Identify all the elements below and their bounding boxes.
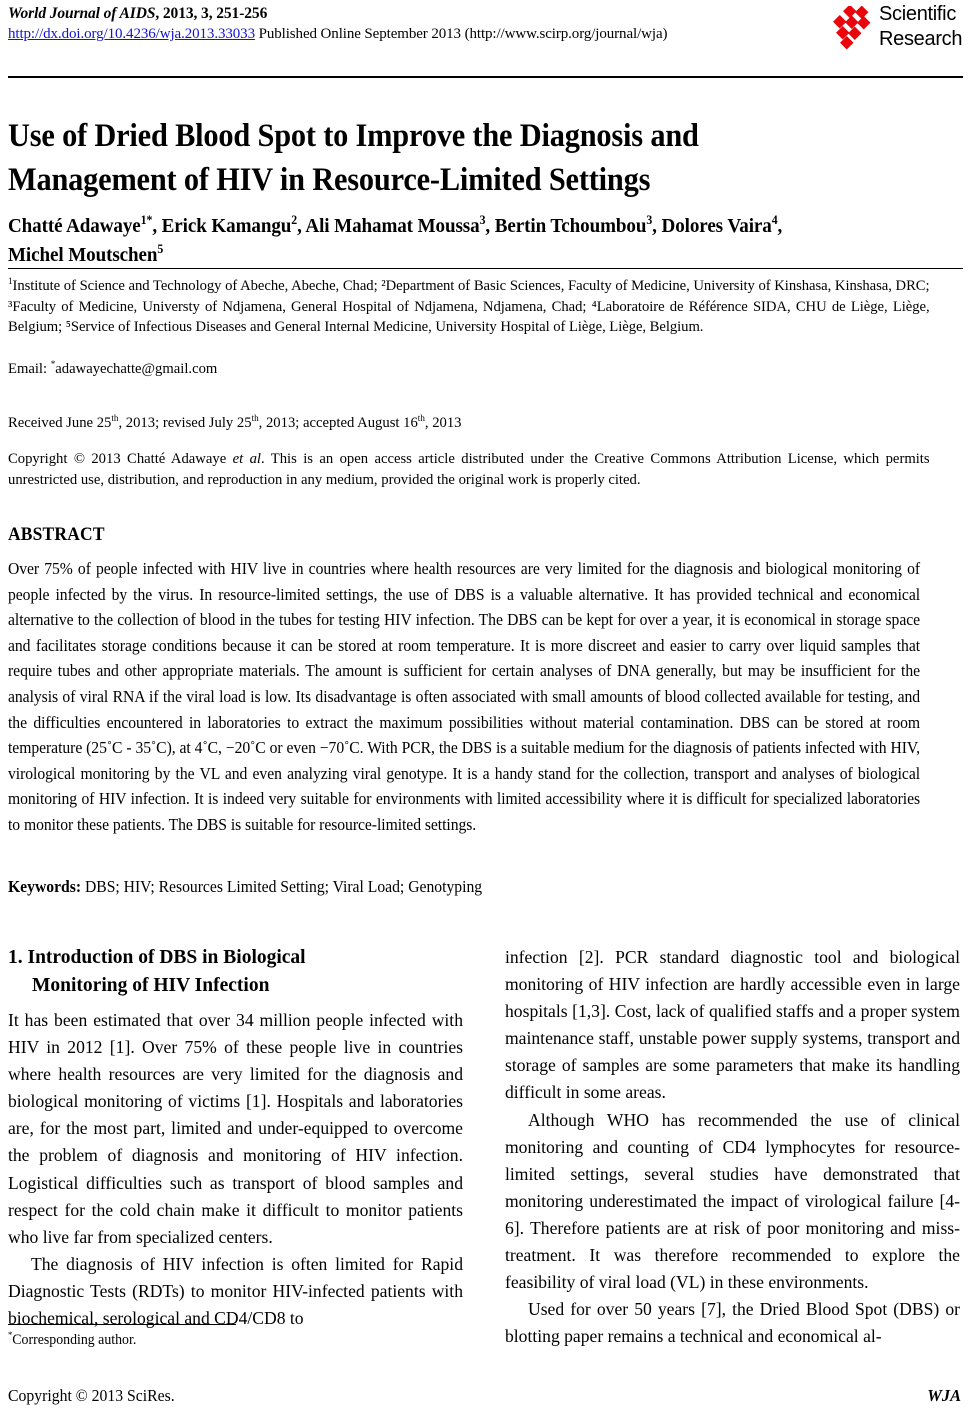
paragraph-left-2: The diagnosis of HIV infection is often limited for Rapid Diagnostic Tests (RDTs) to monitor HIV-infected patients with biochemical, serological and CD4/CD8 to: [8, 1253, 463, 1329]
date-received-label: Received June 25: [8, 414, 112, 431]
corresponding-email: [8, 359, 217, 380]
affiliations-text: Institute of Science and Technology of Abeche, Abeche, Chad; ²Department of Basic Sciences, Faculty of Medicine, University of Kinshasa, Kinshasa, DRC; ³Faculty of Medicine, Universty of Ndjamena, General Hospital of Ndjamena, Ndjamena, Chad; ⁴Laboratoire de Référence SIDA, CHU de Liège, Liège, Belgium; ⁵Service of Infectious Diseases and General Internal Medicine, University Hospital of Liège, Liège, Belgium.: [8, 277, 930, 335]
author-6-affil-marker: 5: [157, 242, 164, 257]
scirp-diamond-logo-icon: [831, 6, 877, 50]
footnote-marker: *: [8, 1330, 13, 1341]
abstract-heading: ABSTRACT: [8, 524, 105, 545]
paragraph-right-1: infection [2]. PCR standard diagnostic tool and biological monitoring of HIV infection are hardly accessible even in large hospitals [1,3]. Cost, lack of qualified staffs and a proper system maintenance staff, unstable power supply systems, transport and storage of samples are some parameters that make its handling difficult in some areas.: [505, 947, 960, 1103]
publisher-logo: [831, 2, 967, 54]
author-6: Michel Moutschen: [8, 244, 158, 266]
author-4: , Bertin Tchoumbou: [485, 215, 647, 237]
author-3: , Ali Mahamat Moussa: [297, 215, 480, 237]
footer-copyright: Copyright © 2013 SciRes.: [8, 1386, 175, 1405]
license-prefix: Copyright © 2013 Chatté Adawaye: [8, 450, 233, 467]
keywords-label: Keywords:: [8, 877, 82, 896]
author-5-affil-marker: 4: [771, 213, 778, 228]
author-4-affil-marker: 3: [646, 213, 653, 228]
author-3-affil-marker: 3: [479, 213, 486, 228]
date-ordinal-1: th: [111, 413, 119, 424]
date-ordinal-3: th: [417, 413, 425, 424]
section-heading-line2: Monitoring of HIV Infection: [32, 974, 270, 996]
journal-citation-line: [8, 4, 838, 24]
page-title: Use of Dried Blood Spot to Improve the Diagnosis and Management of HIV in Resource-Limited Settings: [8, 118, 699, 199]
keywords-line: [8, 874, 920, 899]
publisher-name-line2: Research: [879, 28, 963, 50]
author-2: , Erick Kamangu: [152, 215, 292, 237]
journal-volume-pages: , 2013, 3, 251-256: [155, 5, 268, 22]
author-1: Chatté Adawaye: [8, 215, 141, 237]
section-heading-line1: 1. Introduction of DBS in Biological: [8, 947, 306, 968]
body-column-right: [505, 944, 960, 1350]
paragraph-right-3: Used for over 50 years [7], the Dried Blood Spot (DBS) or blotting paper remains a technical and economical al-: [505, 1299, 960, 1347]
affiliations: [8, 276, 930, 338]
body-column-left: [8, 944, 463, 1332]
footer-journal-abbrev: WJA: [927, 1386, 961, 1405]
doi-line: [8, 24, 838, 44]
doi-link[interactable]: http://dx.doi.org/10.4236/wja.2013.33033: [8, 26, 255, 42]
header-divider: [8, 76, 963, 78]
paragraph-left-1: It has been estimated that over 34 million people infected with HIV in 2012 [1]. Over 75% of these people live in countries where health resources are very limited for the diagnosis and biological monitoring of victims [1]. Hospitals and laboratories are, for the most part, limited and under-equipped to overcome the problem of diagnosis and monitoring of HIV infection. Logistical difficulties such as transport of blood samples and respect for the cold chain make it difficult to monitor patients who live far from specialized centers.: [8, 1010, 463, 1247]
date-ordinal-2: th: [251, 413, 259, 424]
author-separator: ,: [777, 215, 783, 237]
author-5: , Dolores Vaira: [652, 215, 772, 237]
footnote-divider: [8, 1324, 236, 1325]
journal-name: World Journal of AIDS: [8, 5, 156, 22]
author-divider: [8, 268, 963, 269]
author-2-affil-marker: 2: [291, 213, 298, 228]
date-year-end: , 2013: [424, 414, 462, 431]
keywords-values: DBS; HIV; Resources Limited Setting; Viral Load; Genotyping: [81, 877, 483, 896]
publication-note: Published Online September 2013 (http://www.scirp.org/journal/wja): [254, 26, 668, 42]
submission-dates: [8, 413, 462, 434]
publisher-name: [879, 2, 962, 52]
license-statement: [8, 448, 930, 490]
email-address: adawayechatte@gmail.com: [55, 360, 218, 377]
paragraph-right-2: Although WHO has recommended the use of clinical monitoring and counting of CD4 lymphocytes for resource-limited settings, several studies have demonstrated that monitoring underestimated the impact of virological failure [4-6]. Therefore patients are at risk of poor monitoring and miss-treatment. It was therefore recommended to explore the feasibility of viral load (VL) in these environments.: [505, 1109, 960, 1293]
section-heading-1: [8, 944, 463, 999]
author-list: [8, 212, 894, 270]
author-1-affil-marker: 1*: [140, 213, 153, 228]
running-head: [8, 4, 838, 44]
email-marker: *: [50, 359, 56, 370]
publisher-name-line1: Scientific: [879, 3, 957, 25]
date-accepted-label: , 2013; accepted August 16: [258, 414, 418, 431]
license-text: . This is an open access article distributed under the Creative Commons Attribution License, which permits unrestricted use, distribution, and reproduction in any medium, provided the original work is properly cited.: [8, 450, 930, 488]
email-label: Email:: [8, 360, 51, 377]
affiliation-marker-1: 1: [8, 276, 13, 287]
footnote: [8, 1330, 136, 1350]
footnote-text: Corresponding author.: [12, 1332, 137, 1348]
date-revised-label: , 2013; revised July 25: [118, 414, 252, 431]
abstract-text: Over 75% of people infected with HIV live in countries where health resources are very limited for the diagnosis and biological monitoring of people infected by the virus. In resource-limited settings, the use of DBS is a valuable alternative. It has provided technical and economical alternative to the collection of blood in the tubes for testing HIV infection. The DBS can be kept for over a year, it is economical in storage space and facilitates storage conditions because it can be stored at room temperature. It is more discreet and easier to carry over liquid samples that require tubes and other appropriate materials. The amount is sufficient for certain analyses of DNA generally, but may be insufficient for the analysis of viral RNA if the viral load is low. Its disadvantage is often associated with small amounts of blood collected available for testing, and the difficulties encountered in laboratories to extract the maximum possibilities without material contamination. DBS can be stored at room temperature (25˚C - 35˚C), at 4˚C, −20˚C or even −70˚C. With PCR, the DBS is a suitable medium for the diagnosis of patients infected with HIV, virological monitoring by the VL and even analyzing viral genotype. It is a handy stand for the collection, transport and analyses of biological monitoring of HIV infection. It is indeed very suitable for environments with limited accessibility where it is difficult for specialized laboratories to monitor these patients. The DBS is suitable for resource-limited settings.: [8, 559, 921, 834]
license-etal: et al: [232, 450, 261, 467]
